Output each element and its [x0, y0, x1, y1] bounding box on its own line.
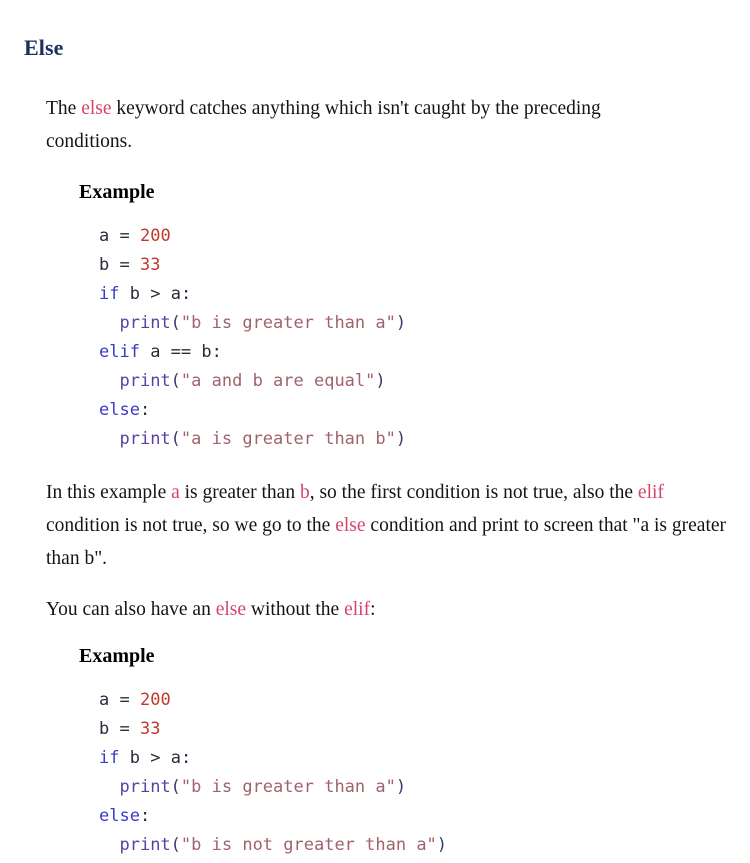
paragraph-intro — [46, 92, 676, 158]
code-line — [99, 831, 447, 860]
code-token-num: 200 — [140, 226, 171, 246]
code-token-op: == — [170, 342, 192, 362]
code-token-plain — [99, 313, 119, 333]
code-token-kw: else — [99, 806, 140, 826]
code-token-op: : — [180, 284, 192, 304]
code-token-plain — [109, 719, 119, 739]
explanation-part4: condition is not true, so we go to the — [46, 514, 336, 536]
code-token-plain — [99, 371, 119, 391]
code-token-punc: ) — [436, 835, 448, 855]
code-token-num: 33 — [140, 255, 161, 275]
code-token-fn: print — [119, 777, 171, 797]
inline-code-elif: elif — [637, 481, 664, 503]
code-token-str: "a is greater than b" — [180, 429, 396, 449]
code-token-var: b — [119, 284, 151, 304]
explanation-part5: condition and print to screen that "a is greater than b". — [46, 514, 727, 569]
without-elif-part2: without the — [246, 598, 345, 620]
code-token-fn: print — [119, 371, 171, 391]
code-token-op: = — [119, 255, 130, 275]
code-token-var: b — [119, 748, 151, 768]
code-token-op: : — [139, 806, 151, 826]
code-token-fn: print — [119, 835, 171, 855]
code-token-plain — [99, 429, 119, 449]
page-title: Else — [24, 34, 64, 60]
code-token-op: = — [119, 690, 130, 710]
code-token-var: b — [191, 342, 212, 362]
intro-text-part2: keyword catches anything which isn't caught by the preceding conditions. — [46, 97, 601, 152]
code-token-punc: ( — [170, 835, 181, 855]
code-token-plain — [109, 690, 119, 710]
code-token-var: a — [139, 342, 171, 362]
explanation-part2: is greater than — [179, 481, 300, 503]
code-token-str: "b is greater than a" — [180, 313, 396, 333]
code-token-var: a — [99, 226, 110, 246]
example-heading-1: Example — [79, 180, 155, 203]
explanation-part3: , so the first condition is not true, also the — [309, 481, 638, 503]
code-token-op: > — [150, 284, 161, 304]
code-token-plain — [99, 835, 119, 855]
code-token-punc: ( — [170, 371, 181, 391]
code-line — [99, 744, 447, 773]
code-token-fn: print — [119, 429, 171, 449]
code-token-plain — [130, 226, 140, 246]
code-line — [99, 425, 406, 454]
code-token-punc: ( — [170, 313, 181, 333]
code-token-op: > — [150, 748, 161, 768]
code-line — [99, 396, 406, 425]
code-token-str: "a and b are equal" — [180, 371, 376, 391]
explanation-part1: In this example — [46, 481, 172, 503]
inline-code-else-2: else — [335, 514, 366, 536]
example-heading-2: Example — [79, 644, 155, 667]
code-line — [99, 715, 447, 744]
code-token-fn: print — [119, 313, 171, 333]
code-token-str: "b is not greater than a" — [180, 835, 437, 855]
code-token-kw: else — [99, 400, 140, 420]
code-line — [99, 367, 406, 396]
code-line — [99, 280, 406, 309]
code-token-str: "b is greater than a" — [180, 777, 396, 797]
code-token-var: b — [99, 719, 110, 739]
code-line — [99, 222, 406, 251]
inline-code-a: a — [171, 481, 180, 503]
code-token-op: : — [211, 342, 222, 362]
without-elif-part3: : — [370, 598, 376, 620]
paragraph-explanation — [46, 476, 730, 575]
code-token-kw: elif — [99, 342, 140, 362]
code-token-plain — [109, 255, 119, 275]
code-token-var: b — [99, 255, 110, 275]
code-line — [99, 686, 447, 715]
code-token-plain — [130, 690, 140, 710]
code-line — [99, 802, 447, 831]
inline-code-b: b — [299, 481, 310, 503]
inline-code-else: else — [81, 97, 112, 119]
intro-text-part1: The — [46, 97, 82, 119]
code-token-plain — [99, 777, 119, 797]
code-token-var: a — [160, 748, 181, 768]
paragraph-without-elif — [46, 593, 706, 626]
code-line — [99, 251, 406, 280]
inline-code-else-3: else — [215, 598, 247, 620]
code-token-punc: ) — [375, 371, 386, 391]
code-token-punc: ( — [170, 777, 181, 797]
code-token-plain — [130, 719, 140, 739]
code-line — [99, 338, 406, 367]
without-elif-part1: You can also have an — [46, 598, 216, 620]
code-token-op: : — [180, 748, 192, 768]
code-token-kw: if — [99, 748, 120, 768]
code-block-2 — [99, 686, 447, 860]
code-token-kw: if — [99, 284, 120, 304]
code-token-op: = — [119, 719, 130, 739]
code-token-plain — [109, 226, 119, 246]
code-token-var: a — [99, 690, 110, 710]
code-token-op: : — [139, 400, 151, 420]
code-line — [99, 309, 406, 338]
code-token-num: 33 — [140, 719, 161, 739]
code-token-num: 200 — [140, 690, 171, 710]
code-token-punc: ) — [395, 777, 407, 797]
code-line — [99, 773, 447, 802]
inline-code-elif-2: elif — [344, 598, 371, 620]
code-token-op: = — [119, 226, 130, 246]
code-token-var: a — [160, 284, 181, 304]
code-token-punc: ) — [395, 429, 407, 449]
code-token-punc: ( — [170, 429, 181, 449]
code-block-1 — [99, 222, 406, 454]
code-token-punc: ) — [395, 313, 407, 333]
code-token-plain — [130, 255, 140, 275]
